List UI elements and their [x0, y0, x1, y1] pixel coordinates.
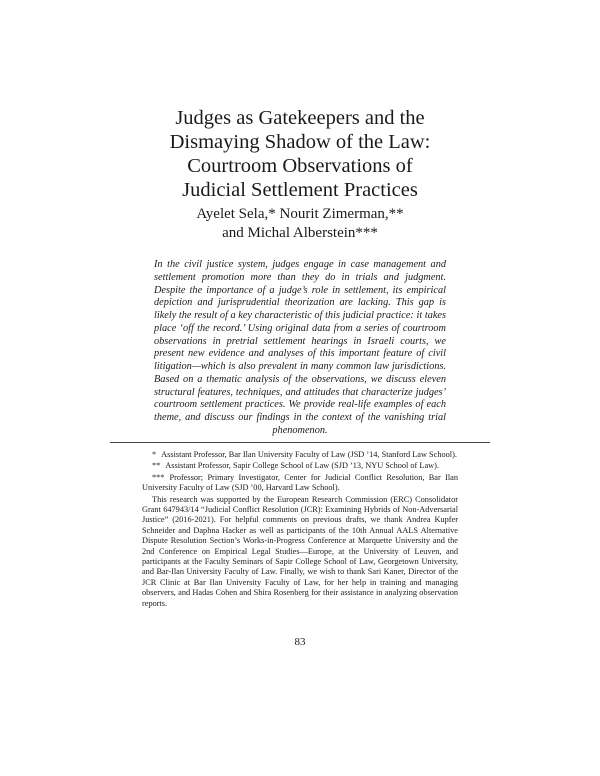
title-line: Judges as Gatekeepers and the: [175, 107, 425, 129]
footnote-text: Assistant Professor, Sapir College School of Law (SJD ’13, NYU School of Law).: [165, 461, 439, 471]
article-title: [110, 106, 490, 202]
title-line: Courtroom Observations of: [187, 155, 413, 177]
footnote-mark: *: [152, 450, 157, 459]
author-line: Ayelet Sela,* Nourit Zimerman,**: [196, 206, 404, 222]
footnote: [142, 461, 458, 471]
abstract: In the civil justice system, judges engage in case management and settlement promotion more than they do in trials and judgment. Despite the importance of a judge’s role in settlement, its empirical depiction and jurisprudential theorization are lacking. This gap is likely the result of a key characteristic of this judicial practice: it takes place ‘off the record.’ Using original data from a series of courtroom observations in pretrial settlement hearings in Israeli courts, we present new evidence and analyses of this important feature of civil litigation—which is also prevalent in many common law jurisdictions. Based on a thematic analysis of the observations, we discuss eleven structural features, techniques, and attitudes that characterize judges’ courtroom settlement practices. We provide real-life examples of each theme, and discuss our findings in the context of the vanishing trial phenomenon.: [154, 259, 446, 436]
footnote-divider: [110, 442, 490, 443]
footnote-acknowledgments: [142, 495, 458, 609]
footnote-text: This research was supported by the European Research Commission (ERC) Consolidator Grant 647943/14 “Judicial Conflict Resolution (JCR): Examining Hybrids of Non-Adversarial Justice” (2016-2021). For helpful comments on previous drafts, we thank Andrea Kupfer Schneider and Daphna Hacker as well as participants of the 10th Annual AALS Alternative Dispute Resolution Section’s Works-in-Progress Conference at Marquette University and the 2nd Conference on Empirical Legal Studies—Europe, at the University of Leuven, and participants at the Faculty Seminars of Sapir College School of Law, Georgetown University, and Bar-Ilan University Faculty of Law. Finally, we wish to thank Sari Kaner, Director of the JCR Clinic at Bar Ilan University Faculty of Law, for her help in training and managing observers, and Hadas Cohen and Shira Rosenberg for their assistance in analyzing observation reports.: [142, 494, 458, 608]
author-list: [110, 205, 490, 243]
footnote: [142, 473, 458, 494]
title-line: Judicial Settlement Practices: [182, 179, 418, 201]
title-line: Dismaying Shadow of the Law:: [169, 131, 431, 153]
footnotes: [142, 450, 458, 610]
footnote-text: Professor; Primary Investigator, Center for Judicial Conflict Resolution, Bar Ilan University Faculty of Law (SJD ’00, Harvard Law School).: [142, 472, 458, 493]
page-number: 83: [294, 636, 306, 648]
footnote-mark: ***: [152, 472, 165, 482]
author-line: and Michal Alberstein***: [222, 225, 378, 241]
footnote-text: Assistant Professor, Bar Ilan University Faculty of Law (JSD ’14, Stanford Law School).: [161, 450, 457, 459]
footnote-mark: **: [152, 461, 161, 471]
footnote: [142, 450, 458, 460]
